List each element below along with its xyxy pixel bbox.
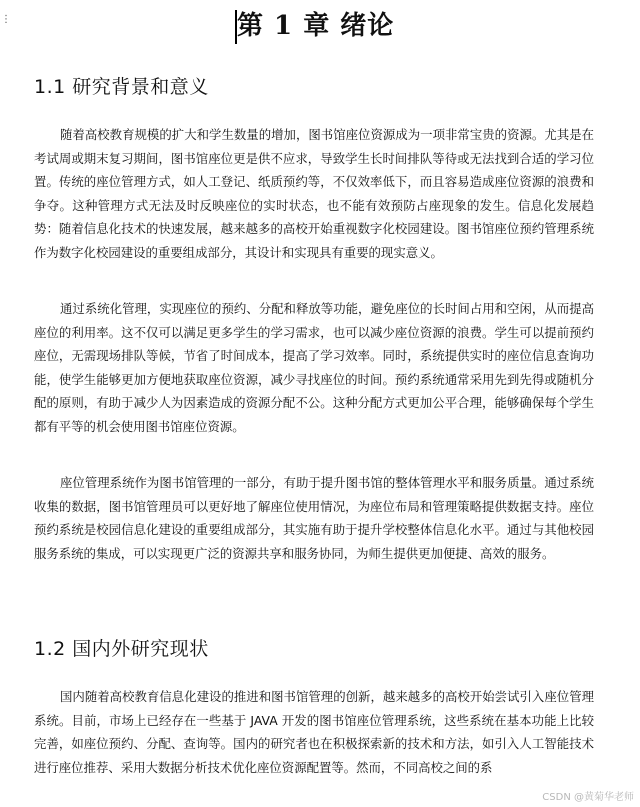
section-heading-1-1: 1.1 研究背景和意义 xyxy=(34,76,209,98)
watermark: CSDN @黄菊华老师 xyxy=(542,792,634,803)
chapter-title: 第 1 章 绪论 xyxy=(237,11,395,41)
more-options-icon[interactable]: ⋮ xyxy=(1,14,11,25)
paragraph: 随着高校教育规模的扩大和学生数量的增加，图书馆座位资源成为一项非常宝贵的资源。尤其是在考试周或期末复习期间，图书馆座位更是供不应求，导致学生长时间排队等待或无法找到合适的学习位置。传统的座位管理方式，如人工登记、纸质预约等，不仅效率低下，而且容易造成座位资源的浪费和争夺。这种管理方式无法及时反映座位的实时状态，也不能有效预防占座现象的发生。信息化发展趋势：随着信息化技术的快速发展，越来越多的高校开始重视数字化校园建设。图书馆座位预约管理系统作为数字化校园建设的重要组成部分，其设计和实现具有重要的现实意义。 xyxy=(34,127,594,260)
paragraph: 通过系统化管理，实现座位的预约、分配和释放等功能，避免座位的长时间占用和空闲，从而提高座位的利用率。这不仅可以满足更多学生的学习需求，也可以减少座位资源的浪费。学生可以提前预约座位，无需现场排队等候，节省了时间成本，提高了学习效率。同时，系统提供实时的座位信息查询功能，使学生能够更加方便地获取座位资源，减少寻找座位的时间。预约系统通常采用先到先得或随机分配的原则，有助于减少人为因素造成的资源分配不公。这种分配方式更加公平合理，能够确保每个学生都有平等的机会使用图书馆座位资源。 xyxy=(34,301,594,434)
section-heading-1-2: 1.2 国内外研究现状 xyxy=(34,638,209,660)
paragraph: 国内随着高校教育信息化建设的推进和图书馆管理的创新，越来越多的高校开始尝试引入座位管理系统。目前，市场上已经存在一些基于 JAVA 开发的图书馆座位管理系统，这些系统在基本功能上比较完善，如座位预约、分配、查询等。国内的研究者也在积极探索新的技术和方法，如引入人工智能技术进行座位推荐、采用大数据分析技术优化座位资源配置等。然而，不同高校之间的系 xyxy=(34,689,594,775)
paragraph: 座位管理系统作为图书馆管理的一部分，有助于提升图书馆的整体管理水平和服务质量。通过系统收集的数据，图书馆管理员可以更好地了解座位使用情况，为座位布局和管理策略提供数据支持。座位预约系统是校园信息化建设的重要组成部分，其实施有助于提升学校整体信息化水平。通过与其他校园服务系统的集成，可以实现更广泛的资源共享和服务协同，为师生提供更加便捷、高效的服务。 xyxy=(34,475,594,561)
